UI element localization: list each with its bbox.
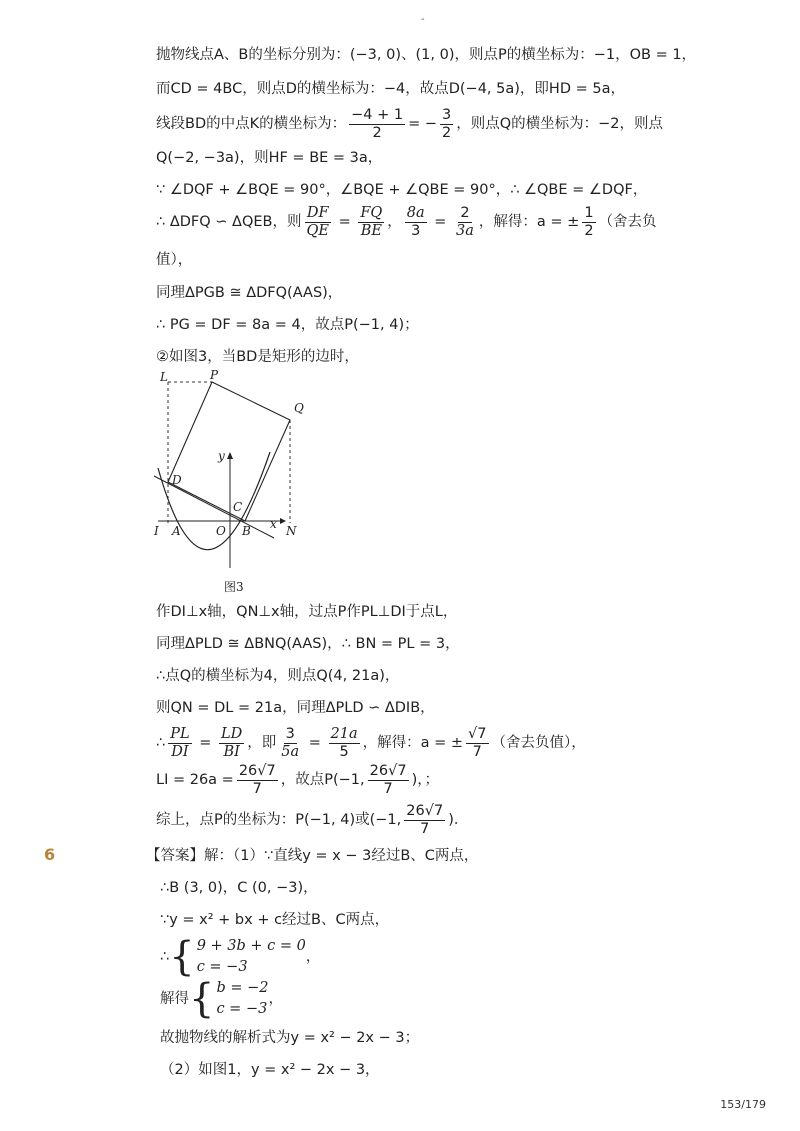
fraction-num: 26√7 [238,762,276,779]
fraction-8a-3 [405,205,427,240]
text-line-15-a: ∴ [156,735,166,751]
fraction-den: QE [306,222,329,239]
therefore-symbol: ∴ [160,949,170,965]
label-x: x [270,517,277,531]
page-top-mark: - [421,14,425,25]
fraction-den: 2 [584,222,594,239]
page-number: 153/179 [720,1098,766,1111]
text-line-17 [156,800,468,840]
fraction-den: 5a [281,743,300,760]
fraction-num: PL [170,725,190,742]
answer-line-6: 故抛物线的解析式为y = x² − 2x − 3； [160,1030,420,1046]
text-line-4: Q(−2, −3a)，则HF = BE = 3a， [156,150,383,166]
text-line-5: ∵ ∠DQF + ∠BQE = 90°，∠BQE + ∠QBE = 90°，∴ ∠QBE = ∠DQF， [156,182,648,198]
fraction-2-3a [454,205,476,240]
text-line-6-b: ，解得：a = ± [478,214,580,230]
label-o: O [216,524,226,538]
label-q: Q [294,401,304,415]
text-line-6: ∴ ΔDFQ ∽ ΔQEB，则 $\frac{DF}{QE}$ = $\frac{FQ}{BE}$ ， $\frac{8a}{3}$ = $\frac{2}{3a}$ ，解得：a = ± $\frac{1}{2}$ （舍去负 [156,204,657,239]
text-line-10: ②如图3，当BD是矩形的边时， [156,349,359,365]
fraction-den: 7 [383,780,393,797]
system-row: b = −2 [216,980,269,996]
label-a: A [172,524,181,538]
brace-glyph: { [169,934,195,980]
label-y: y [218,449,225,463]
figure-3-diagram [150,368,310,583]
text-line-3 [156,104,663,144]
text-line-6-c: （舍去负 [598,214,657,230]
label-l: L [160,370,168,384]
fraction-one-half [582,205,595,240]
fraction-ld-bi [219,726,244,761]
fraction-26sqrt7-7-b [368,763,409,798]
fraction-den: 3 [411,222,421,239]
text-line-8: 同理ΔPGB ≅ ΔDFQ(AAS)， [156,285,343,301]
text-line-17-a: 综上，点P的坐标为：P(−1, 4)或(−1, [156,812,402,828]
fraction-den: 7 [252,780,262,797]
text-line-1: 抛物线点A、B的坐标分别为：(−3, 0)、(1, 0)，则点P的横坐标为：−1，OB = 1， [156,47,697,63]
fraction-den: 7 [472,743,482,760]
text-line-16 [156,760,439,800]
fraction-num: DF [306,204,329,221]
text-line-15-d: （舍去负值）， [491,735,586,751]
label-n: N [286,524,297,538]
fraction-num: √7 [468,725,487,742]
label-c: C [233,500,243,514]
fraction-den: BI [223,743,240,760]
fraction-three-halves [440,107,453,142]
equation-system-2 [189,978,268,1020]
equation-system-1 [169,936,306,978]
fraction-num: 3 [442,106,452,123]
fraction-sqrt7-7 [466,726,488,761]
text-line-16-a: LI = 26a = [156,772,234,788]
text-line-3-b: ，则点Q的横坐标为：−2，则点 [456,116,664,132]
system-suffix: ， [305,949,321,965]
label-i: I [154,524,159,538]
text-line-14: 则QN = DL = 21a，同理ΔPLD ∽ ΔDIB， [156,700,435,716]
fraction-den: 3a [456,222,474,239]
label-p: P [210,368,219,382]
fraction-num: LD [221,725,243,742]
fraction-num: 1 [584,204,594,221]
text-line-15: ∴ $\frac{PL}{DI}$ = $\frac{LD}{BI}$ ，即 $\frac{3}{5a}$ = $\frac{21a}{5}$ ，解得：a = ± $\frac{√7}{7}$ （舍去负值）， [156,725,586,760]
system-row: c = −3 [216,1001,268,1017]
answer-line-2: ∴B (3, 0)，C (0, −3)， [160,880,318,896]
brace-glyph: { [189,976,215,1022]
answer-line-1: 【答案】解：（1）∵直线y = x − 3经过B、C两点， [146,848,479,864]
text-line-2: 而CD = 4BC，则点D的横坐标为：−4，故点D(−4, 5a)，即HD = 5a， [156,81,625,97]
solve-label: 解得 [160,991,189,1007]
fraction-df-qe [304,205,330,240]
text-line-3-a: 线段BD的中点K的横坐标为： [156,116,347,132]
figure-3-caption: 图3 [224,580,244,594]
fraction-k [349,107,405,142]
fraction-num: −4 + 1 [351,106,404,123]
fraction-fq-be [358,205,384,240]
fraction-den: 2 [442,124,452,141]
rectangle-pqbd [168,382,290,521]
fraction-den: 7 [420,820,430,837]
y-axis-arrow [227,452,233,459]
text-line-16-c: )，； [411,772,439,788]
system-row: 9 + 3b + c = 0 [196,938,306,954]
text-line-13: ∴点Q的横坐标为4，则点Q(4, 21a)， [156,668,400,684]
fraction-21a-5 [329,726,360,761]
answer-line-3: ∵y = x² + bx + c经过B、C两点， [160,912,390,928]
fraction-num: FQ [360,204,383,221]
fraction-3-5a [279,726,301,761]
text-line-17-b: )． [448,812,469,828]
text-line-16-b: ，故点P(−1, [280,772,365,788]
answer-line-5 [160,976,283,1022]
answer-line-4 [160,934,320,980]
label-b: B [242,524,251,538]
answer-line-7: （2）如图1，y = x² − 2x − 3， [160,1062,380,1078]
fraction-num: 21a [330,725,358,742]
label-d: D [172,473,182,487]
question-number: 6 [44,845,56,864]
fraction-num: 26√7 [406,802,444,819]
fraction-num: 3 [285,725,295,742]
fraction-den: DI [171,743,189,760]
fraction-num: 8a [406,204,425,221]
text-line-7: 值）， [156,252,193,268]
system-suffix: ， [268,991,283,1007]
text-line-11: 作DI⊥x轴，QN⊥x轴，过点P作PL⊥DI于点L， [156,604,458,620]
fraction-num: 2 [460,204,470,221]
fraction-num: 26√7 [369,762,407,779]
fraction-den: 2 [372,124,382,141]
equals-minus: = − [408,116,438,132]
fraction-den: 5 [339,743,349,760]
system-row: c = −3 [196,959,248,975]
text-line-15-b: ，即 [247,735,277,751]
fraction-26sqrt7-7 [237,763,278,798]
fraction-pl-di [168,726,191,761]
fraction-26sqrt7-7-c [404,803,445,838]
fraction-den: BE [360,222,382,239]
text-line-6-a: ∴ ΔDFQ ∽ ΔQEB，则 [156,214,302,230]
text-line-12: 同理ΔPLD ≅ ΔBNQ(AAS)，∴ BN = PL = 3， [156,636,460,652]
text-line-15-c: ，解得：a = ± [362,735,464,751]
text-line-9: ∴ PG = DF = 8a = 4，故点P(−1, 4)； [156,317,419,333]
